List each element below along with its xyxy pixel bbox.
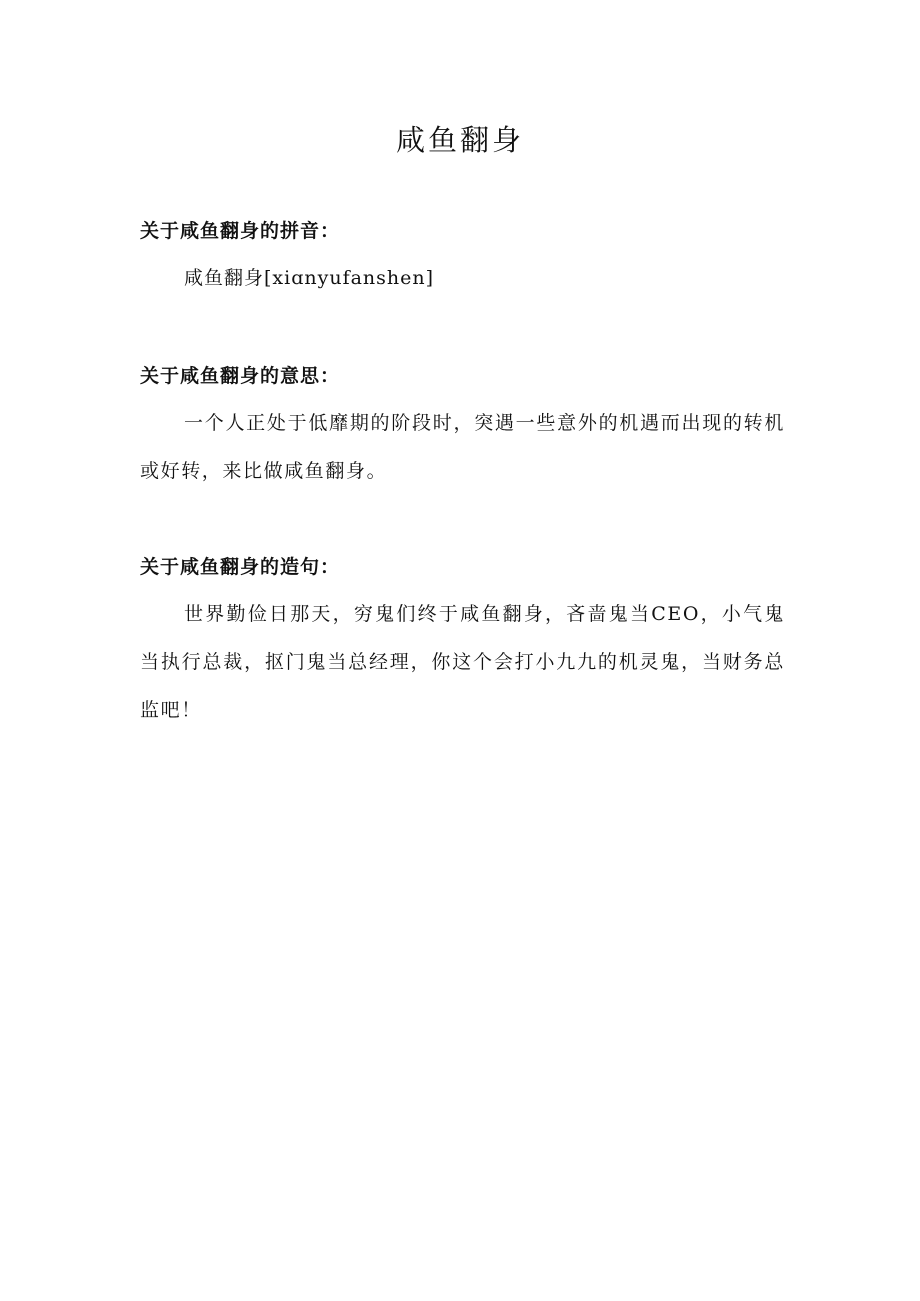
section-heading-pinyin: 关于咸鱼翻身的拼音： xyxy=(140,220,341,242)
section-text-pinyin: 咸鱼翻身[xiɑnyufanshen] xyxy=(184,267,435,289)
section-meaning xyxy=(140,363,785,495)
section-text-meaning: 一个人正处于低靡期的阶段时，突遇一些意外的机遇而出现的转机或好转，来比做咸鱼翻身。 xyxy=(140,412,785,482)
section-heading-example: 关于咸鱼翻身的造句： xyxy=(140,556,341,578)
section-example xyxy=(140,554,785,734)
section-heading-meaning: 关于咸鱼翻身的意思： xyxy=(140,365,341,387)
section-text-example: 世界勤俭日那天，穷鬼们终于咸鱼翻身，吝啬鬼当CEO，小气鬼当执行总裁，抠门鬼当总经理，你这个会打小九九的机灵鬼，当财务总监吧！ xyxy=(140,603,785,721)
section-pinyin xyxy=(140,218,785,302)
document-title: 咸鱼翻身 xyxy=(395,123,524,157)
